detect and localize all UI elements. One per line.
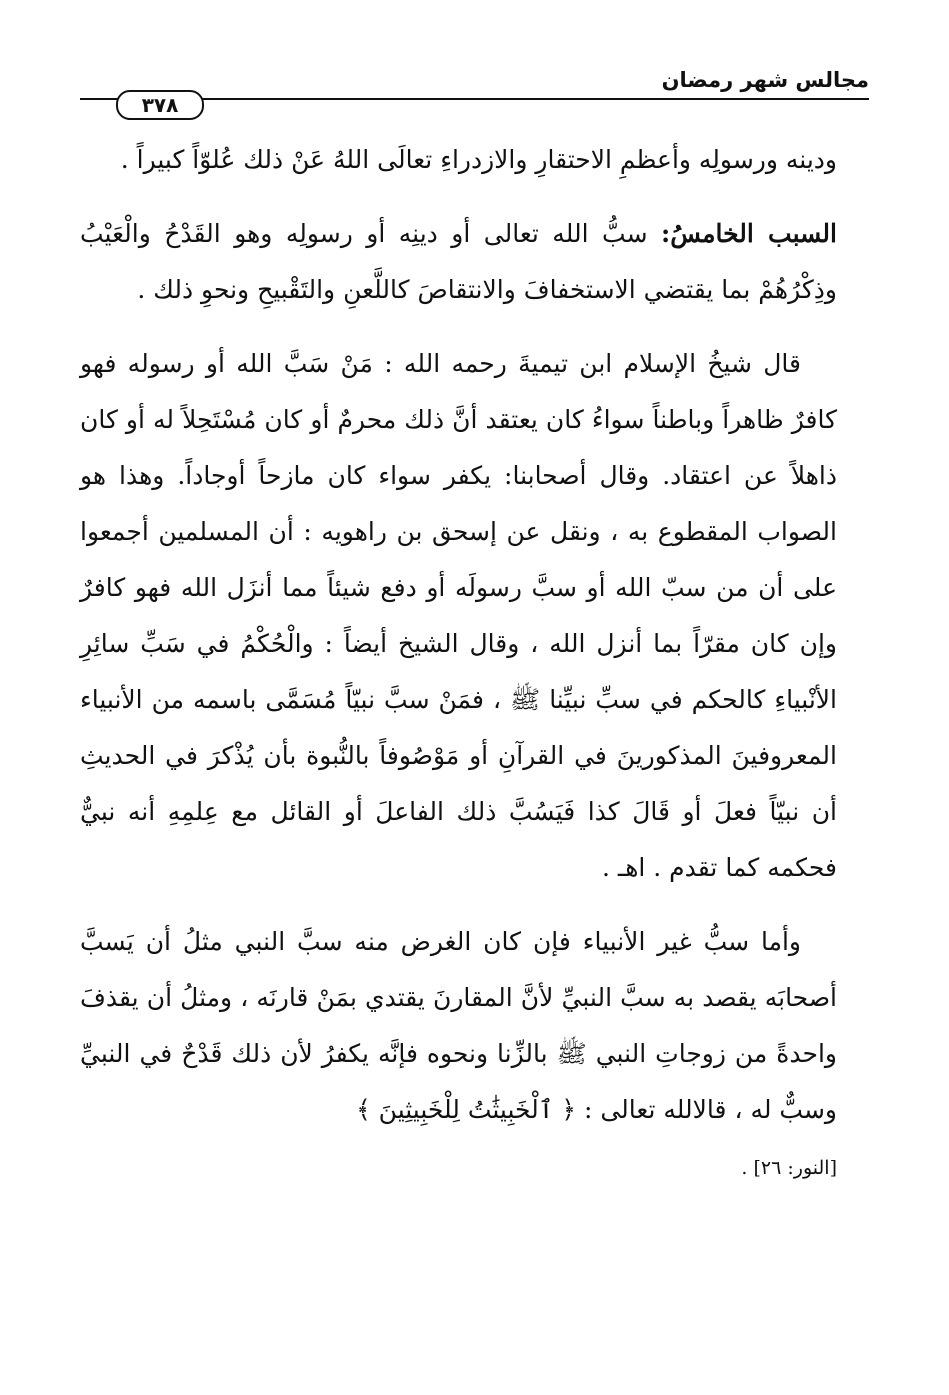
paragraph-3: قال شيخُ الإسلام ابن تيميةَ رحمه الله : مَنْ سَبَّ الله أو رسوله فهو كافرٌ ظاهراً وباطناً سواءُ كان يعتقد أنَّ ذلك محرمٌ أو كان مُسْتَحِلاً له أو كان ذاهلاً عن اعتقاد. وقال أصحابنا: يكفر سواء كان مازحاً أوجاداً. وهذا هو الصواب المقطوع به ، ونقل عن إسحق بن راهويه : أن المسلمين أجمعوا على أن من سبّ الله أو سبَّ رسولَه أو دفع شيئاً مما أنزَل الله فهو كافرٌ وإن كان مقرّاً بما أنزل الله ، وقال الشيخ أيضاً : والْحُكْمُ في سَبِّ سائِرِ الأنْبياءِ كالحكم في سبِّ نبيِّنا ﷺ ، فمَنْ سبَّ نبيّاً مُسَمَّى باسمه من الأنبياء المعروفينَ المذكورينَ في القرآنِ أو مَوْصُوفاً بالنُّبوة بأن يُذْكرَ في الحديثِ أن نبيّاً فعلَ أو قَالَ كذا فَيَسُبَّ ذلك الفاعلَ أو القائل مع عِلمِهِ أنه نبيٌّ فحكمه كما تقدم . اهـ . (80, 349, 837, 882)
body-text (80, 132, 837, 1190)
paragraph-2 (80, 206, 837, 318)
paragraph-2-body: سبُّ الله تعالى أو دينِه أو رسولِه وهو القَدْحُ والْعَيْبُ وذِكْرُهُمْ بما يقتضي الاستخفافَ والانتقاصَ كاللَّعنِ والتَقْبيحِ ونحوِ ذلك . (80, 219, 837, 304)
page-number: ٣٧٨ (116, 90, 204, 120)
paragraph-1: ودينه ورسولِه وأعظمِ الاحتقارِ والازدراءِ تعالَى اللهُ عَنْ ذلك عُلوّاً كبيراً . (120, 145, 837, 174)
quran-citation: [النور: ٢٦] . (741, 1157, 837, 1179)
section-lead: السبب الخامسُ: (660, 219, 837, 248)
running-title: مجالس شهر رمضان (661, 68, 869, 92)
page-header (80, 60, 869, 120)
paragraph-4: وأما سبُّ غير الأنبياء فإن كان الغرض منه سبَّ النبي مثلُ أن يَسبَّ أصحابَه يقصد به سبَّ النبيِّ لأنَّ المقارنَ يقتدي بمَنْ قارنَه ، ومثلُ أن يقذفَ واحدةً من زوجاتِ النبي ﷺ بالزِّنا ونحوه فإنَّه يكفرُ لأن ذلك قَدْحٌ في النبيِّ وسبٌّ له ، قالالله تعالى : ﴿ ٱلْخَبِيثَٰتُ لِلْخَبِيثِينَ ﴾ (80, 927, 837, 1124)
